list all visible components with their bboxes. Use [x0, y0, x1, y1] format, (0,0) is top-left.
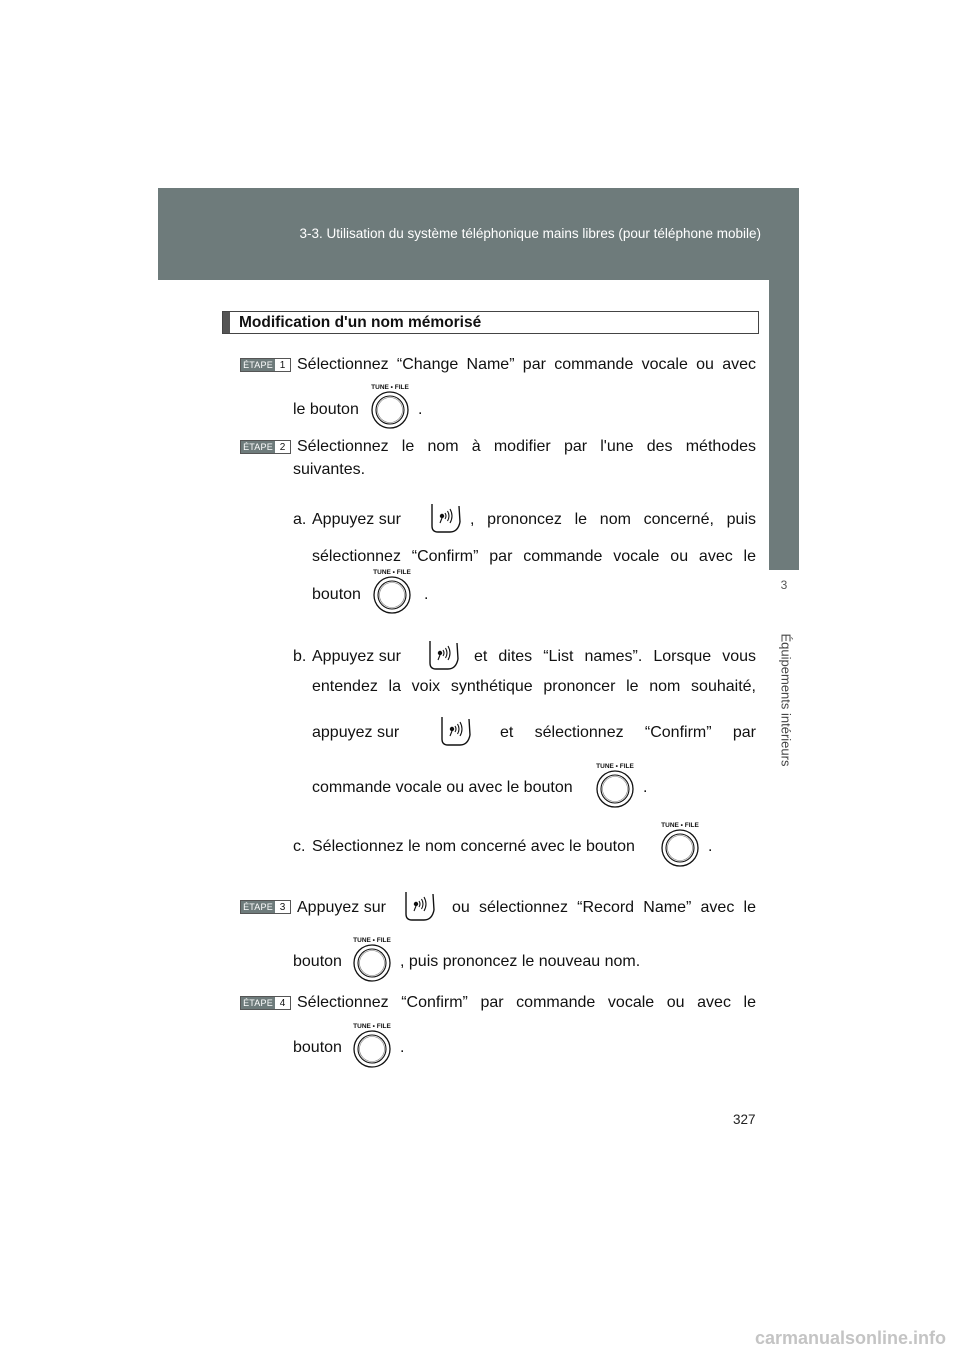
- chapter-side-tab: [769, 280, 799, 570]
- step4-line1: Sélectionnez “Confirm” par commande vocale ou avec le: [297, 994, 756, 1011]
- step-badge-label: ÉTAPE: [241, 997, 275, 1009]
- method-a-line1-post: , prononcez le nom concerné, puis: [470, 511, 756, 528]
- method-b-line3-post: et sélectionnez “Confirm” par: [500, 724, 756, 741]
- method-c-prefix: c.: [293, 838, 306, 855]
- tune-file-knob-icon: [595, 761, 635, 809]
- step-badge-4: [240, 996, 291, 1010]
- tune-file-knob-icon: [660, 820, 700, 868]
- step-badge-number: 4: [275, 997, 290, 1009]
- breadcrumb: 3-3. Utilisation du système téléphonique mains libres (pour téléphone mobile): [299, 226, 761, 241]
- page-number: 327: [733, 1112, 756, 1127]
- tune-file-knob-icon: [352, 1021, 392, 1069]
- method-b-line2: entendez la voix synthétique prononcer le nom souhaité,: [312, 678, 756, 695]
- tune-file-knob-icon: [352, 935, 392, 983]
- section-title-bar: [223, 312, 230, 333]
- svg-text:TUNE • FILE: TUNE • FILE: [371, 384, 409, 391]
- chapter-number: 3: [780, 578, 788, 592]
- method-b-line4-pre: commande vocale ou avec le bouton: [312, 779, 573, 796]
- method-a-prefix: a.: [293, 511, 307, 528]
- talk-switch-icon: [402, 890, 438, 922]
- step1-line2-post: .: [418, 401, 423, 418]
- chapter-header: [158, 188, 799, 280]
- talk-switch-icon: [426, 639, 462, 671]
- section-title: [222, 311, 759, 334]
- method-c-line1-post: .: [708, 838, 713, 855]
- svg-text:TUNE • FILE: TUNE • FILE: [353, 937, 391, 944]
- step1-line2-pre: le bouton: [293, 401, 359, 418]
- method-a-line3-pre: bouton: [312, 586, 361, 603]
- method-a-line2: sélectionnez “Confirm” par commande vocale ou avec le: [312, 548, 756, 565]
- method-b-line3-pre: appuyez sur: [312, 724, 400, 741]
- step-badge-label: ÉTAPE: [241, 441, 275, 453]
- svg-text:TUNE • FILE: TUNE • FILE: [596, 763, 634, 770]
- step2-line1: Sélectionnez le nom à modifier par l'une des méthodes: [297, 438, 756, 455]
- svg-text:TUNE • FILE: TUNE • FILE: [661, 822, 699, 829]
- chapter-label: Équipements intérieurs: [778, 633, 794, 767]
- step1-line1: Sélectionnez “Change Name” par commande vocale ou avec: [297, 356, 756, 373]
- step-badge-label: ÉTAPE: [241, 901, 275, 913]
- step3-line2-post: , puis prononcez le nouveau nom.: [400, 953, 641, 970]
- method-b-prefix: b.: [293, 648, 307, 665]
- watermark: carmanualsonline.info: [754, 1328, 946, 1348]
- method-b-line1-post: et dites “List names”. Lorsque vous: [474, 648, 756, 665]
- step-badge-label: ÉTAPE: [241, 359, 275, 371]
- step-badge-number: 2: [275, 441, 290, 453]
- method-c-line1-pre: Sélectionnez le nom concerné avec le bouton: [312, 838, 635, 855]
- section-title-text: Modification d'un nom mémorisé: [239, 313, 482, 331]
- svg-text:TUNE • FILE: TUNE • FILE: [373, 569, 411, 576]
- step-badge-number: 1: [275, 359, 290, 371]
- method-a-line1-pre: Appuyez sur: [312, 511, 401, 528]
- step-badge-number: 3: [275, 901, 290, 913]
- step4-line2-pre: bouton: [293, 1039, 342, 1056]
- talk-switch-icon: [428, 502, 464, 534]
- tune-file-knob-icon: [370, 382, 410, 430]
- step3-line1-post: ou sélectionnez “Record Name” avec le: [452, 899, 756, 916]
- talk-switch-icon: [438, 715, 474, 747]
- step3-line1-pre: Appuyez sur: [297, 899, 386, 916]
- step2-line2: suivantes.: [293, 461, 366, 478]
- step3-line2-pre: bouton: [293, 953, 342, 970]
- step-badge-3: [240, 900, 291, 914]
- step-badge-1: [240, 358, 291, 372]
- method-a-line3-post: .: [424, 586, 429, 603]
- svg-text:TUNE • FILE: TUNE • FILE: [353, 1023, 391, 1030]
- method-b-line1-pre: Appuyez sur: [312, 648, 401, 665]
- step-badge-2: [240, 440, 291, 454]
- tune-file-knob-icon: [372, 567, 412, 615]
- method-b-line4-post: .: [643, 779, 648, 796]
- step4-line2-post: .: [400, 1039, 405, 1056]
